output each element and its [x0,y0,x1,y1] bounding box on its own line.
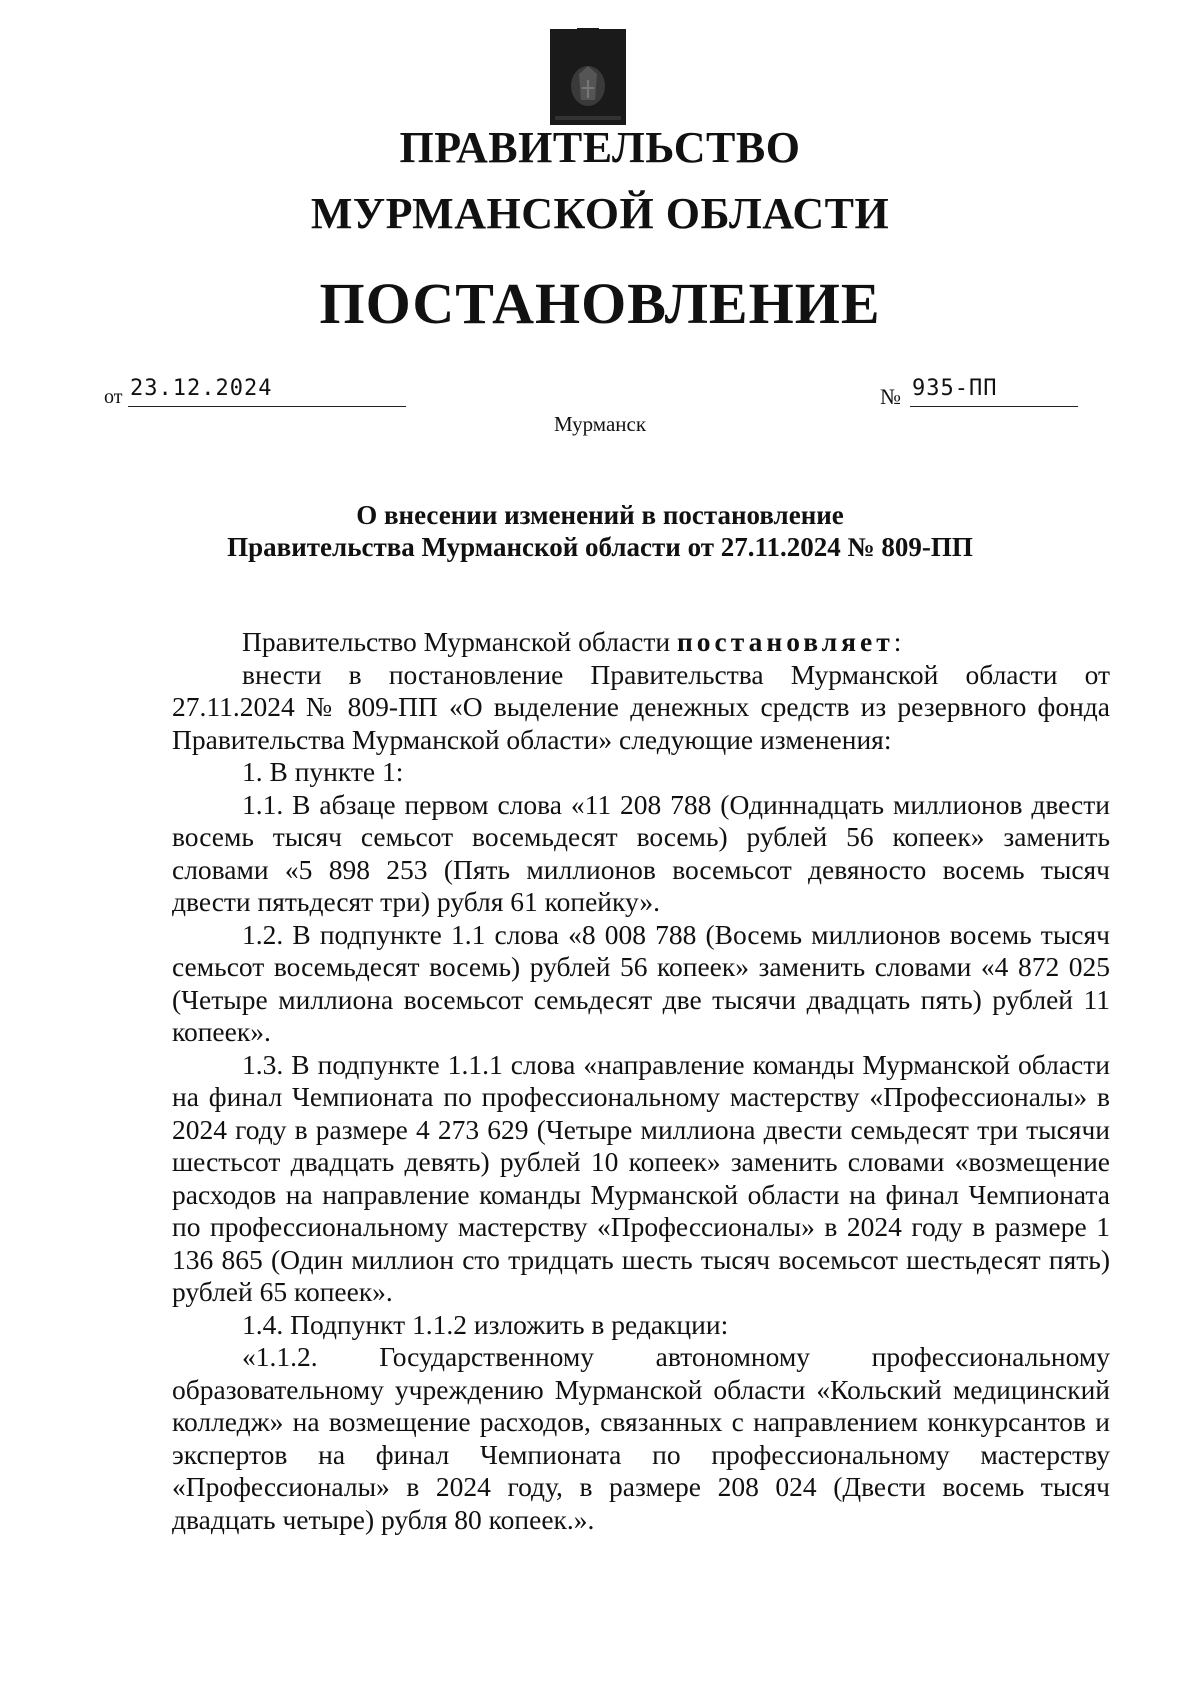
paragraph-item-1: 1. В пункте 1: [242,756,404,787]
date-prefix: от [104,386,123,408]
subject-line-2: Правительства Мурманской области от 27.11.2024 № 809-ПП [227,532,973,562]
intro-colon: : [893,626,902,657]
paragraph-item-1-2: 1.2. В подпункте 1.1 слова «8 008 788 (Восемь миллионов восемь тысяч семьсот восемьдесят восемь) рублей 56 копеек» заменить словами «4 872 025 (Четыре миллиона восемьсот семьдесят две тысячи двадцать пять) рублей 11 копеек». [172,918,1110,1047]
document-type-title: ПОСТАНОВЛЕНИЕ [319,271,881,336]
paragraph-item-1-4: 1.4. Подпункт 1.1.2 изложить в редакции: [242,1308,729,1340]
document-number: 935-ПП [912,376,998,401]
intro-paragraph [172,626,1110,659]
paragraph-amendment: внести в постановление Правительства Мурманской области от 27.11.2024 № 809-ПП «О выделение денежных средств из резервного фонда Правительства Мурманской области» следующие изменения: [172,658,1110,755]
document-date: 23.12.2024 [130,376,273,401]
date-number-row [104,378,1074,410]
paragraph-item-1-3: 1.3. В подпункте 1.1.1 слова «направление команды Мурманской области на финал Чемпионата по профессиональному мастерству «Профессионалы» в 2024 году в размере 4 273 629 (Четыре миллиона двести семьдесят три тысячи шестьсот двадцать девять) рублей 10 копеек» заменить словами «возмещение расходов на направление команды Мурманской области на финал Чемпионата по профессиональному мастерству «Профессионалы» в 2024 году в размере 1 136 865 (Один миллион сто тридцать шесть тысяч восемьсот шестьдесят пять) рублей 65 копеек». [172,1048,1110,1307]
decree-word: постановляет [676,626,894,657]
region-title: МУРМАНСКОЙ ОБЛАСТИ [310,189,890,238]
city-name: Мурманск [553,412,647,436]
number-sign: № [880,384,901,409]
government-title: ПРАВИТЕЛЬСТВО [399,123,801,172]
paragraph-item-1-1: 1.1. В абзаце первом слова «11 208 788 (Одиннадцать миллионов двести восемь тысяч семьсот восемьдесят восемь) рублей 56 копеек» заменить словами «5 898 253 (Пять миллионов восемьсот девяносто восемь тысяч двести пятьдесят три) рубля 61 копейку». [172,788,1110,917]
subject-line-1: О внесении изменений в постановление [356,500,844,530]
intro-text: Правительство Мурманской области [242,626,677,657]
paragraph-item-1-1-2: «1.1.2. Государственному автономному профессиональному образовательному учреждению Мурманской области «Кольский медицинский колледж» на возмещение расходов, связанных с направлением конкурсантов и экспертов на финал Чемпионата по профессиональному мастерству «Профессионалы» в 2024 году, в размере 208 024 (Двести восемь тысяч двадцать четыре) рубля 80 копеек.». [172,1341,1110,1535]
document-body [172,626,1110,1536]
coat-of-arms-emblem [549,28,627,126]
